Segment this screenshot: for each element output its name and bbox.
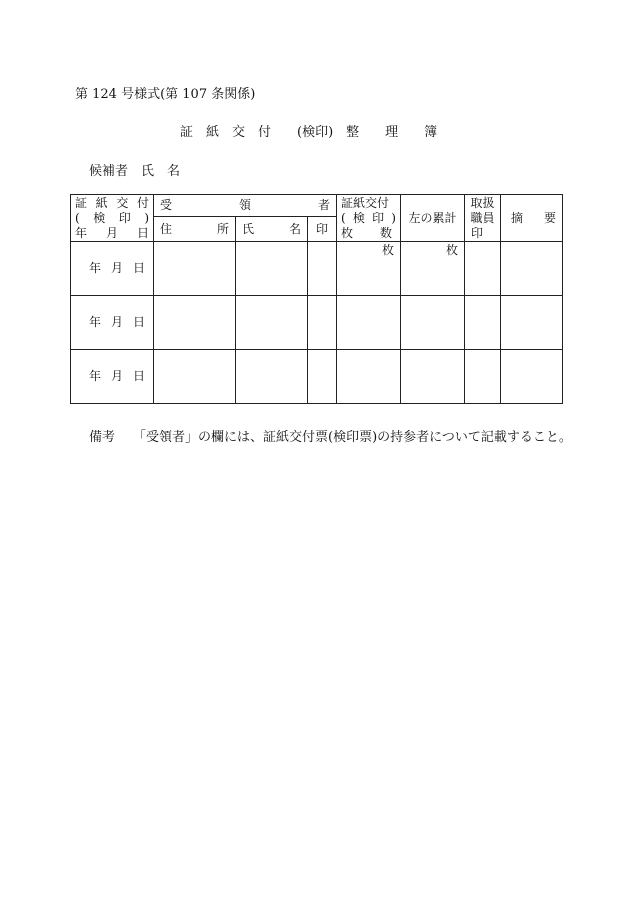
document-title: 証 紙 交 付 (検印) 整 理 簿 [180, 125, 438, 140]
table-row [71, 296, 563, 350]
count-cell [337, 296, 401, 350]
header-receiver: 受 領 者 [154, 195, 337, 217]
header-issue-date: 証 紙 交 付 ( 検 印 ) 年 月 日 [71, 195, 154, 242]
remarks-text: 「受領者」の欄には、証紙交付票(検印票)の持参者について記載すること。 [133, 430, 572, 445]
staff-seal-cell [465, 296, 501, 350]
seal-cell [308, 242, 337, 296]
seal-cell [308, 296, 337, 350]
address-cell [154, 242, 236, 296]
header-address: 住 所 [154, 217, 236, 242]
count-cell: 枚 [337, 242, 401, 296]
count-cell [337, 350, 401, 404]
address-cell [154, 296, 236, 350]
seal-cell [308, 350, 337, 404]
register-table [70, 194, 563, 404]
address-cell [154, 350, 236, 404]
cumulative-cell: 枚 [401, 242, 465, 296]
form-number: 第 124 号様式(第 107 条関係) [75, 87, 256, 102]
header-staff-seal: 取扱 職員 印 [465, 195, 501, 242]
summary-cell [501, 350, 563, 404]
name-cell [236, 242, 308, 296]
staff-seal-cell [465, 242, 501, 296]
table-row [71, 350, 563, 404]
header-cumulative: 左の累計 [401, 195, 465, 242]
candidate-name-label: 候補者 氏 名 [89, 164, 181, 179]
table-row [71, 242, 563, 296]
name-cell [236, 350, 308, 404]
date-cell: 年 月 日 [71, 296, 154, 350]
summary-cell [501, 296, 563, 350]
header-issue-count: 証紙交付 ( 検 印 ) 枚 数 [337, 195, 401, 242]
header-seal: 印 [308, 217, 337, 242]
staff-seal-cell [465, 350, 501, 404]
header-summary: 摘 要 [501, 195, 563, 242]
header-name: 氏 名 [236, 217, 308, 242]
cumulative-cell [401, 350, 465, 404]
summary-cell [501, 242, 563, 296]
remarks-label: 備考 [89, 430, 116, 445]
cumulative-cell [401, 296, 465, 350]
date-cell: 年 月 日 [71, 350, 154, 404]
date-cell: 年 月 日 [71, 242, 154, 296]
name-cell [236, 296, 308, 350]
remarks-note [89, 426, 572, 445]
